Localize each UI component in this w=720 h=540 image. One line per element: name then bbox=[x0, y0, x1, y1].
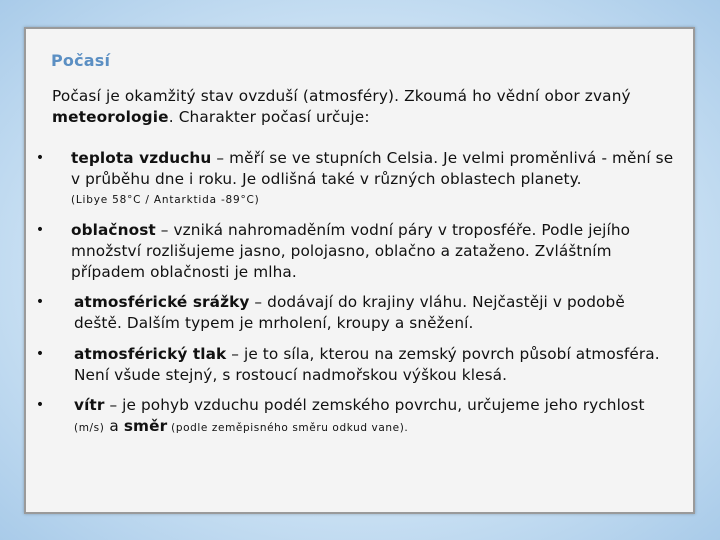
list-item-temperature bbox=[34, 148, 674, 190]
intro-text-start: Počasí je okamžitý stav ovzduší (atmosféry). Zkoumá ho vědní obor zvaný bbox=[52, 87, 631, 105]
bullet-icon: • bbox=[35, 294, 45, 310]
item-description: – je to síla, kterou na zemský povrch působí atmosféra. Není všude stejný, s rostoucí nadmořskou výškou klesá. bbox=[74, 345, 660, 384]
list-item-cloudiness bbox=[34, 220, 674, 283]
list-item-pressure bbox=[34, 344, 674, 386]
list-item-text bbox=[74, 344, 674, 386]
item-term: vítr bbox=[74, 396, 105, 414]
item-term-direction: směr bbox=[123, 417, 168, 435]
intro-paragraph bbox=[52, 86, 677, 128]
bullet-icon: • bbox=[35, 397, 45, 413]
bullet-icon: • bbox=[35, 222, 45, 238]
wind-direction-note: (podle zeměpisného směru odkud vane). bbox=[167, 422, 409, 434]
wind-speed-unit: (m/s) bbox=[74, 422, 105, 434]
list-item-text bbox=[71, 220, 674, 283]
bullet-icon: • bbox=[35, 150, 45, 166]
item-description: – vzniká nahromaděním vodní páry v troposféře. Podle jejího množství rozlišujeme jasno, polojasno, oblačno a zataženo. Zvláštním případem oblačnosti je mlha. bbox=[71, 221, 631, 281]
intro-text-end: . Charakter počasí určuje: bbox=[168, 108, 370, 126]
item-term: atmosférický tlak bbox=[74, 345, 227, 363]
intro-term-meteorologie: meteorologie bbox=[52, 108, 169, 126]
slide-title: Počasí bbox=[51, 51, 111, 70]
item-description: – dodávají do krajiny vláhu. Nejčastěji v podobě deště. Dalším typem je mrholení, kroupy a sněžení. bbox=[74, 293, 625, 332]
list-item-text bbox=[74, 395, 674, 439]
item-description: – měří se ve stupních Celsia. Je velmi proměnlivá - mění se v průběhu dne i roku. Je odlišná také v různých oblastech planety. bbox=[71, 149, 674, 188]
temperature-extremes-note: (Libye 58°C / Antarktida -89°C) bbox=[71, 194, 260, 206]
bullet-icon: • bbox=[35, 346, 45, 362]
item-connector: a bbox=[104, 417, 124, 435]
list-item-text bbox=[71, 148, 674, 190]
list-item-text bbox=[74, 292, 674, 334]
item-term: atmosférické srážky bbox=[74, 293, 250, 311]
list-item-precipitation bbox=[34, 292, 674, 334]
item-term: teplota vzduchu bbox=[71, 149, 212, 167]
item-description: – je pohyb vzduchu podél zemského povrchu, určujeme jeho rychlost bbox=[104, 396, 645, 414]
item-term: oblačnost bbox=[71, 221, 156, 239]
list-item-wind bbox=[34, 395, 674, 439]
slide-card bbox=[24, 27, 695, 514]
